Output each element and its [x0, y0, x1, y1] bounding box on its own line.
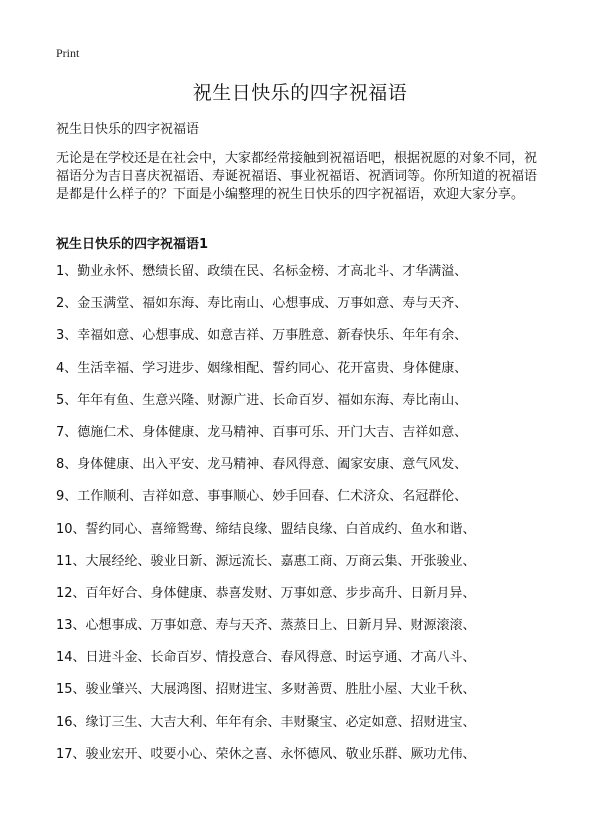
- intro-paragraph: 无论是在学校还是在社会中，大家都经常接触到祝福语吧，根据祝愿的对象不同，祝福语分为吉日喜庆祝福语、寿诞祝福语、事业祝福语、祝酒词等。你所知道的祝福语是都是什么样子的？下面是小编整理的祝生日快乐的四字祝福语，欢迎大家分享。: [56, 151, 538, 202]
- list-item: 2、金玉满堂、福如东海、寿比南山、心想事成、万事如意、寿与天齐、: [56, 296, 468, 312]
- list-item: 4、生活幸福、学习进步、姻缘相配、誓约同心、花开富贵、身体健康、: [56, 360, 468, 376]
- list-item: 7、德施仁术、身体健康、龙马精神、百事可乐、开门大吉、吉祥如意、: [56, 424, 468, 440]
- list-item: 8、身体健康、出入平安、龙马精神、春风得意、阖家安康、意气风发、: [56, 457, 468, 473]
- print-link[interactable]: Print: [56, 46, 80, 60]
- list-item: 17、骏业宏开、哎要小心、荣休之喜、永怀德风、敬业乐群、厥功尤伟、: [56, 746, 476, 762]
- subtitle: 祝生日快乐的四字祝福语: [56, 122, 200, 137]
- list-item: 5、年年有鱼、生意兴隆、财源广进、长命百岁、福如东海、寿比南山、: [56, 392, 468, 408]
- list-item: 12、百年好合、身体健康、恭喜发财、万事如意、步步高升、日新月异、: [56, 585, 476, 601]
- page-title: 祝生日快乐的四字祝福语: [192, 82, 408, 104]
- list-item: 9、工作顺利、吉祥如意、事事顺心、妙手回春、仁术济众、名冠群伦、: [56, 489, 468, 505]
- list-item: 14、日进斗金、长命百岁、情投意合、春风得意、时运亨通、才高八斗、: [56, 650, 476, 666]
- list-item: 13、心想事成、万事如意、寿与天齐、蒸蒸日上、日新月异、财源滚滚、: [56, 618, 476, 634]
- section-heading: 祝生日快乐的四字祝福语1: [56, 237, 209, 252]
- list-item: 11、大展经纶、骏业日新、源远流长、嘉惠工商、万商云集、开张骏业、: [56, 553, 476, 569]
- list-item: 10、誓约同心、喜缔鸳鸯、缔结良缘、盟结良缘、白首成约、鱼水和谐、: [56, 521, 476, 537]
- blessing-list: [56, 263, 556, 778]
- list-item: 16、缘订三生、大吉大利、年年有余、丰财聚宝、必定如意、招财进宝、: [56, 714, 476, 730]
- list-item: 15、骏业肇兴、大展鸿图、招财进宝、多财善贾、胜肚小屋、大业千秋、: [56, 682, 476, 698]
- list-item: 1、勤业永怀、懋绩长留、政绩在民、名标金榜、才高北斗、才华满溢、: [56, 264, 468, 279]
- list-item: 3、幸福如意、心想事成、如意吉祥、万事胜意、新春快乐、年年有余、: [56, 328, 468, 344]
